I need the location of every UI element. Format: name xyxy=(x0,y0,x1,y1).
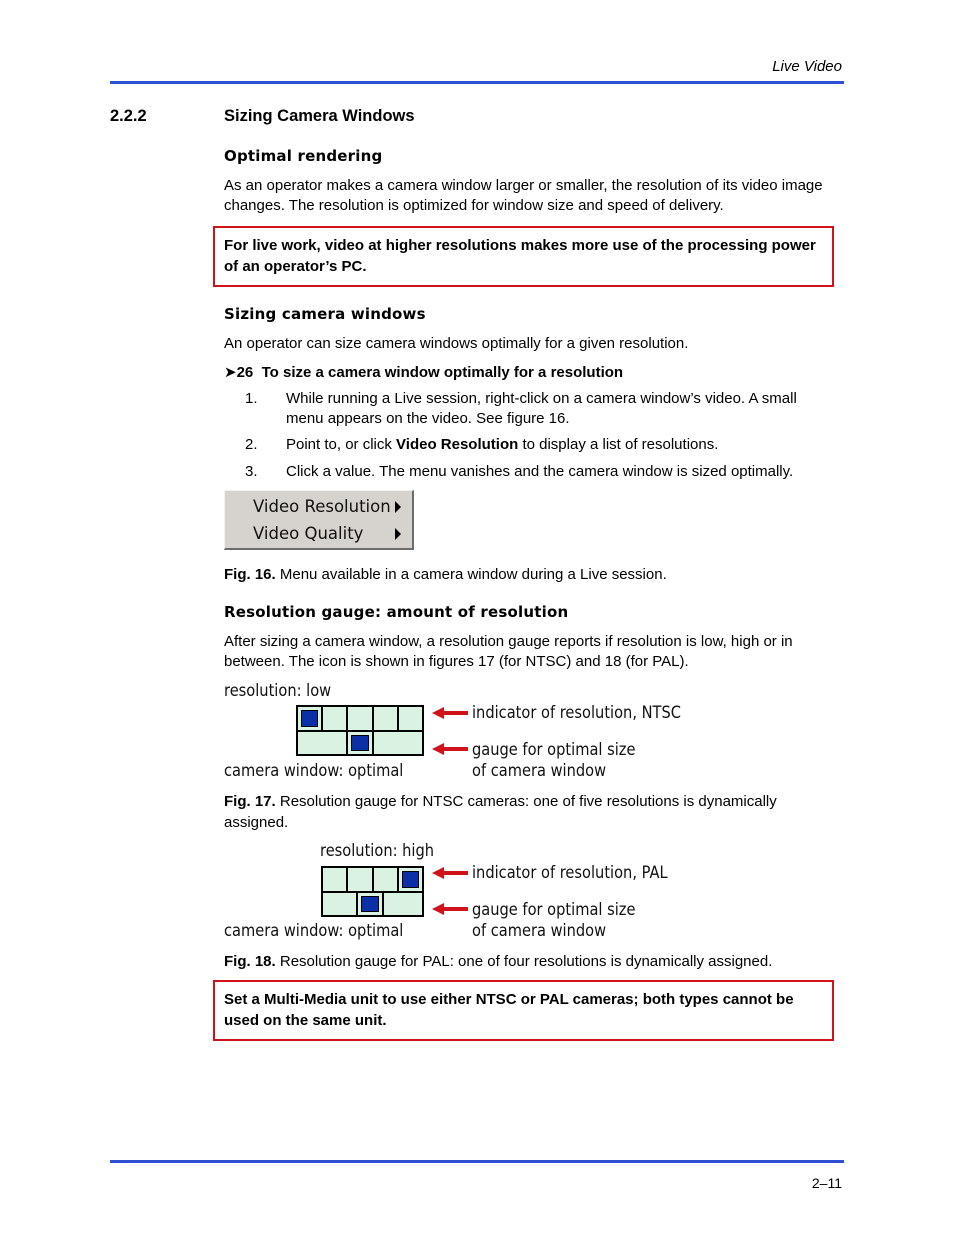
gauge-cell-active xyxy=(397,868,422,891)
procedure-title xyxy=(224,363,623,381)
sizing-body: An operator can size camera windows optimally for a given resolution. xyxy=(224,335,689,352)
gauge-cell xyxy=(372,707,397,730)
sizing-heading: Sizing camera windows xyxy=(224,305,426,323)
fig18-bottom-label: camera window: optimal xyxy=(224,921,404,941)
fig18-caption xyxy=(224,951,834,972)
fig16-caption-text: Menu available in a camera window during a Live session. xyxy=(279,566,667,583)
submenu-arrow-icon xyxy=(395,501,401,513)
fig18-caption-text: Resolution gauge for PAL: one of four resolutions is dynamically assigned. xyxy=(279,953,773,970)
fig18-label: Fig. 18. xyxy=(224,953,276,970)
gauge-cell xyxy=(372,732,422,755)
gauge-cell xyxy=(346,707,371,730)
red-arrow-icon xyxy=(432,707,468,719)
gauge-cell xyxy=(372,868,397,891)
step-3-text: Click a value. The menu vanishes and the camera window is sized optimally. xyxy=(286,463,794,480)
menu-item-video-resolution[interactable]: Video Resolution xyxy=(253,497,391,516)
gauge-cell xyxy=(298,732,346,755)
ntsc-pal-note: Set a Multi-Media unit to use either NTSC or PAL cameras; both types cannot be used on the same unit. xyxy=(213,980,834,1041)
gauge-cell-active xyxy=(298,707,321,730)
gauge-cell-active xyxy=(346,732,372,755)
ntsc-indicator-row xyxy=(298,707,422,730)
camera-context-menu xyxy=(224,490,414,550)
procedure-marker: ➤26 xyxy=(224,364,254,381)
step-2-text-before: Point to, or click xyxy=(286,436,397,453)
gauge-cell xyxy=(382,893,422,916)
red-arrow-icon xyxy=(432,743,468,755)
pal-optimal-row xyxy=(323,891,422,916)
gauge-cell xyxy=(323,893,356,916)
step-2-number: 2. xyxy=(245,436,258,453)
fig18-callout-gauge-line2: of camera window xyxy=(472,921,607,941)
submenu-arrow-icon xyxy=(395,528,401,540)
red-arrow-icon xyxy=(432,903,468,915)
page-number: 2–11 xyxy=(811,1175,842,1191)
fig17-label: Fig. 17. xyxy=(224,793,276,810)
optimal-rendering-heading: Optimal rendering xyxy=(224,147,383,165)
section-number: 2.2.2 xyxy=(110,107,147,125)
optimal-rendering-body: As an operator makes a camera window larger or smaller, the resolution of its video image changes. The resolution is optimized for window size and speed of delivery. xyxy=(224,177,823,214)
fig17-bottom-label: camera window: optimal xyxy=(224,761,404,781)
fig16-caption xyxy=(224,564,834,585)
fig17-caption-text: Resolution gauge for NTSC cameras: one of five resolutions is dynamically assigned. xyxy=(224,793,777,831)
fig17-callout-indicator: indicator of resolution, NTSC xyxy=(472,703,681,723)
pal-indicator-row xyxy=(323,868,422,891)
gauge-cell xyxy=(321,707,346,730)
step-2-text-bold: Video Resolution xyxy=(396,436,519,453)
resolution-gauge-heading: Resolution gauge: amount of resolution xyxy=(224,603,569,621)
step-3-number: 3. xyxy=(245,463,258,480)
gauge-cell xyxy=(397,707,422,730)
fig18-callout-indicator: indicator of resolution, PAL xyxy=(472,863,668,883)
gauge-cell xyxy=(346,868,371,891)
processing-power-note: For live work, video at higher resolutions makes more use of the processing power of an operator’s PC. xyxy=(213,226,834,287)
ntsc-resolution-gauge xyxy=(296,705,424,756)
header-rule xyxy=(110,81,844,84)
fig17-top-label: resolution: low xyxy=(224,681,332,701)
step-2-text xyxy=(286,435,836,455)
fig16-label: Fig. 16. xyxy=(224,566,276,583)
fig18-callout-gauge-line1: gauge for optimal size xyxy=(472,900,636,920)
fig17-callout-gauge-line2: of camera window xyxy=(472,761,607,781)
pal-resolution-gauge xyxy=(321,866,424,917)
gauge-cell xyxy=(323,868,346,891)
step-1-number: 1. xyxy=(245,390,258,407)
running-header: Live Video xyxy=(772,58,842,75)
resolution-gauge-body: After sizing a camera window, a resolution gauge reports if resolution is low, high or in between. The icon is shown in figures 17 (for NTSC) and 18 (for PAL). xyxy=(224,633,793,670)
section-title: Sizing Camera Windows xyxy=(224,107,415,125)
red-arrow-icon xyxy=(432,867,468,879)
menu-item-video-quality[interactable]: Video Quality xyxy=(253,524,364,543)
step-2-text-after: to display a list of resolutions. xyxy=(518,436,719,453)
fig18-top-label: resolution: high xyxy=(320,841,435,861)
fig17-caption xyxy=(224,791,834,833)
footer-rule xyxy=(110,1160,844,1163)
step-1-text: While running a Live session, right-click on a camera window’s video. A small menu appears on the video. See figure 16. xyxy=(286,390,797,427)
fig17-callout-gauge-line1: gauge for optimal size xyxy=(472,740,636,760)
procedure-title-text: To size a camera window optimally for a resolution xyxy=(261,364,624,381)
gauge-cell-active xyxy=(356,893,382,916)
ntsc-optimal-row xyxy=(298,730,422,755)
